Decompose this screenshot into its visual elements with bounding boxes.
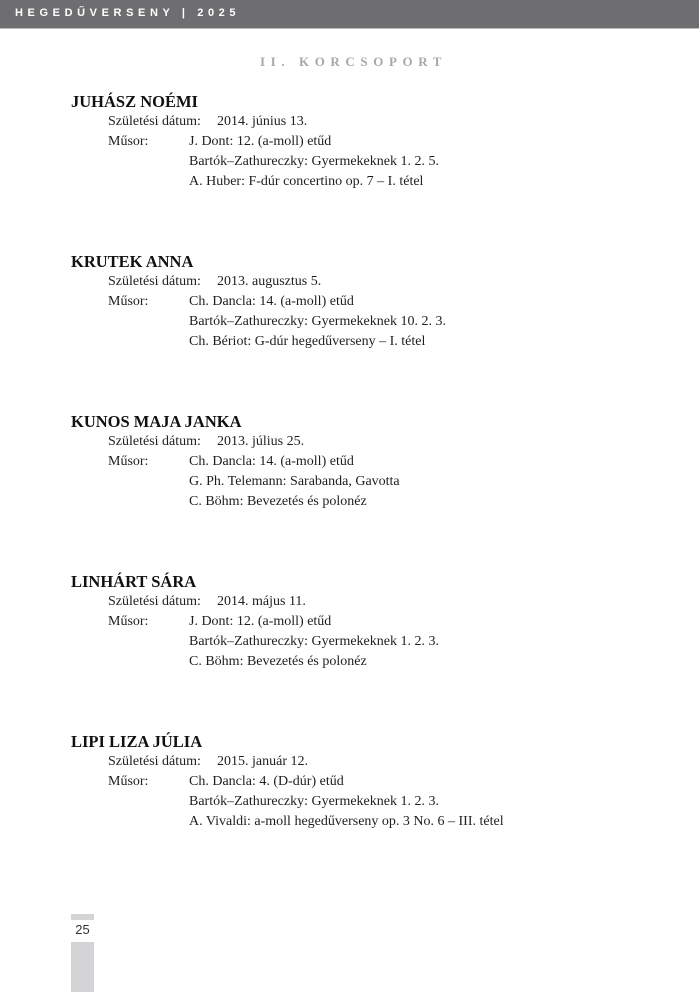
section-title [0, 54, 680, 70]
program-row [71, 132, 671, 152]
dob-row [71, 592, 671, 612]
program-label: Műsor: [108, 614, 149, 629]
program-item: G. Ph. Telemann: Sarabanda, Gavotta [189, 474, 400, 489]
competitor-name: KRUTEK ANNA [71, 252, 194, 271]
program-row [71, 172, 671, 192]
header-title: HEGEDŰVERSENY | 2025 [15, 7, 241, 19]
dob-value: 2014. május 11. [217, 594, 306, 609]
dob-label: Születési dátum: [108, 754, 201, 769]
program-label: Műsor: [108, 774, 149, 789]
dob-value: 2015. január 12. [217, 754, 308, 769]
dob-row [71, 272, 671, 292]
program-row [71, 612, 671, 632]
program-row [71, 652, 671, 672]
competitor-entry [71, 252, 671, 352]
competitor-entry [71, 732, 671, 832]
program-row [71, 452, 671, 472]
program-row [71, 772, 671, 792]
program-row [71, 632, 671, 652]
dob-label: Születési dátum: [108, 594, 201, 609]
program-item: Bartók–Zathureczky: Gyermekeknek 1. 2. 3. [189, 634, 439, 649]
program-row [71, 292, 671, 312]
program-item: Ch. Bériot: G-dúr hegedűverseny – I. tétel [189, 334, 426, 349]
header-bar [0, 0, 699, 29]
program-item: Ch. Dancla: 14. (a-moll) etűd [189, 454, 354, 469]
competitor-entry [71, 92, 671, 192]
program-item: J. Dont: 12. (a-moll) etűd [189, 134, 332, 149]
dob-value: 2013. augusztus 5. [217, 274, 322, 289]
program-item: C. Böhm: Bevezetés és polonéz [189, 654, 367, 669]
program-row [71, 792, 671, 812]
program-item: C. Böhm: Bevezetés és polonéz [189, 494, 367, 509]
competitor-entry [71, 412, 671, 512]
dob-row [71, 112, 671, 132]
program-item: Ch. Dancla: 14. (a-moll) etűd [189, 294, 354, 309]
program-row [71, 332, 671, 352]
program-item: J. Dont: 12. (a-moll) etűd [189, 614, 332, 629]
competitor-name: KUNOS MAJA JANKA [71, 412, 242, 431]
section-title-text: II. KORCSOPORT [259, 54, 447, 69]
page-number: 25 [75, 922, 90, 937]
program-item: Bartók–Zathureczky: Gyermekeknek 10. 2. 3. [189, 314, 446, 329]
program-row [71, 812, 671, 832]
program-label: Műsor: [108, 454, 149, 469]
program-row [71, 312, 671, 332]
program-item: A. Vivaldi: a-moll hegedűverseny op. 3 No. 6 – III. tétel [189, 814, 504, 829]
program-item: Bartók–Zathureczky: Gyermekeknek 1. 2. 3. [189, 794, 439, 809]
dob-label: Születési dátum: [108, 434, 201, 449]
program-item: Ch. Dancla: 4. (D-dúr) etűd [189, 774, 344, 789]
competitor-name: LIPI LIZA JÚLIA [71, 732, 203, 751]
dob-value: 2014. június 13. [217, 114, 308, 129]
program-item: Bartók–Zathureczky: Gyermekeknek 1. 2. 5. [189, 154, 439, 169]
program-row [71, 152, 671, 172]
dob-value: 2013. július 25. [217, 434, 305, 449]
program-row [71, 492, 671, 512]
program-row [71, 472, 671, 492]
dob-label: Születési dátum: [108, 114, 201, 129]
dob-label: Születési dátum: [108, 274, 201, 289]
dob-row [71, 752, 671, 772]
program-label: Műsor: [108, 134, 149, 149]
program-item: A. Huber: F-dúr concertino op. 7 – I. tétel [189, 174, 424, 189]
competitor-name: JUHÁSZ NOÉMI [71, 92, 198, 111]
program-label: Műsor: [108, 294, 149, 309]
competitor-entry [71, 572, 671, 672]
dob-row [71, 432, 671, 452]
competitor-name: LINHÁRT SÁRA [71, 572, 197, 591]
